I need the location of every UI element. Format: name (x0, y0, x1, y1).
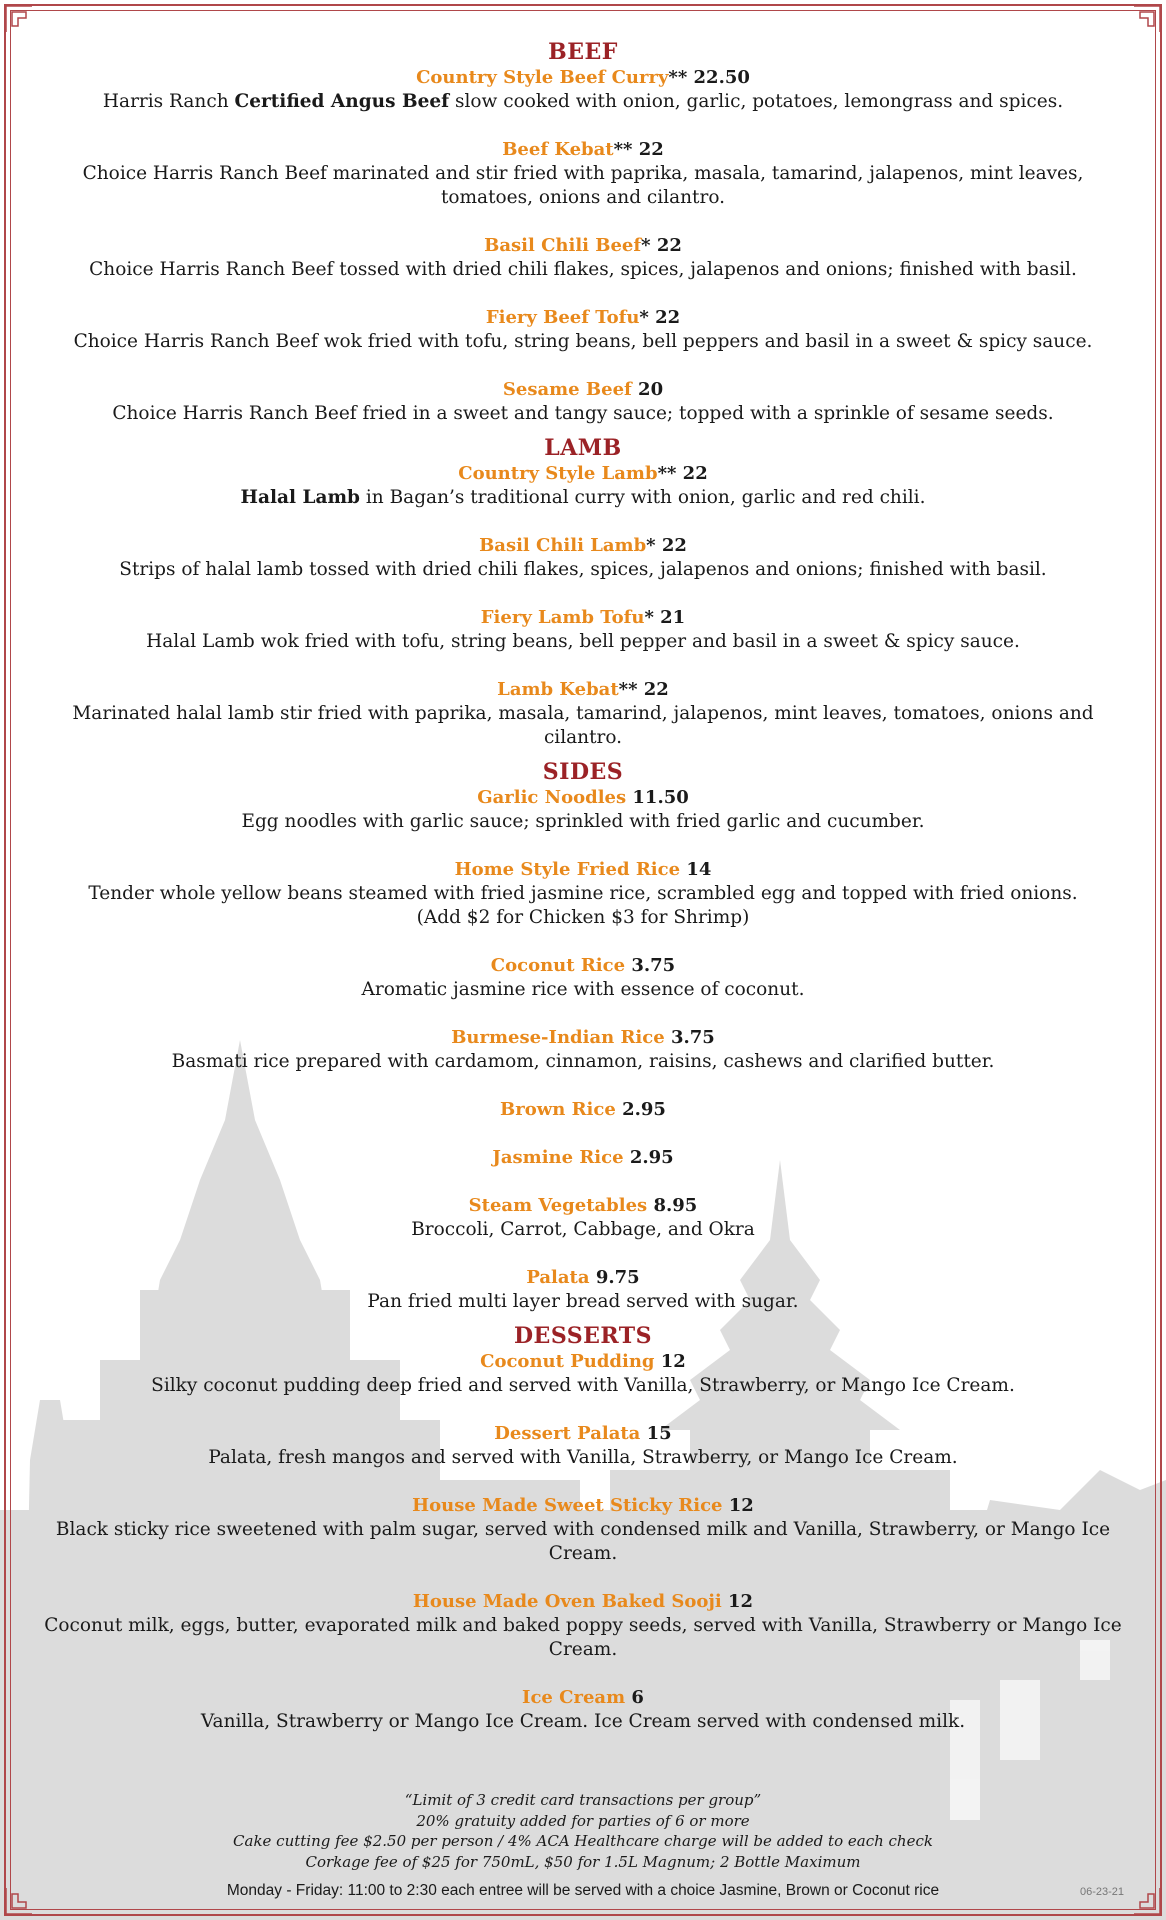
menu-section-sides (40, 758, 1126, 1314)
menu-item-description (40, 1614, 1126, 1662)
menu-item (40, 66, 1126, 114)
menu-item-description (40, 486, 1126, 510)
menu-item-description (40, 558, 1126, 582)
corner-ornament-icon (1132, 4, 1162, 34)
description-text: Pan fried multi layer bread served with sugar. (367, 1291, 799, 1312)
menu-item-description (40, 630, 1126, 654)
description-text: Marinated halal lamb stir fried with paprika, masala, tamarind, jalapenos, mint leaves, tomatoes, onions and cilantro. (72, 703, 1094, 748)
menu-item-header (40, 606, 1126, 630)
menu-item-header (40, 1686, 1126, 1710)
menu-item (40, 678, 1126, 750)
menu-item-name: Beef Kebat (502, 139, 614, 160)
menu-item-price: 22 (682, 463, 708, 484)
menu-item-name: Home Style Fried Rice (454, 859, 681, 880)
menu-item-price: 22 (638, 139, 664, 160)
menu-item-header (40, 138, 1126, 162)
menu-item (40, 138, 1126, 210)
footer-note-line: Corkage fee of $25 for 750mL, $50 for 1.5L Magnum; 2 Bottle Maximum (305, 1852, 861, 1871)
menu-item-name: House Made Oven Baked Sooji (412, 1591, 722, 1612)
menu-item (40, 1350, 1126, 1398)
menu-item-name: Steam Vegetables (468, 1195, 648, 1216)
menu-item-description (40, 1446, 1126, 1470)
menu-item-price: 2.95 (622, 1099, 666, 1120)
menu-item-price: 20 (638, 379, 664, 400)
menu-item-price: 22 (643, 679, 669, 700)
menu-item-description (40, 1374, 1126, 1398)
menu-item-note: (Add $2 for Chicken $3 for Shrimp) (416, 907, 750, 928)
menu-item (40, 954, 1126, 1002)
menu-item-description (40, 402, 1126, 426)
corner-ornament-icon (1132, 1886, 1162, 1916)
menu-item-name: Country Style Beef Curry (416, 67, 669, 88)
menu-item-name: Country Style Lamb (458, 463, 658, 484)
section-title: BEEF (548, 39, 618, 65)
menu-item-description (40, 1290, 1126, 1314)
menu-item-name: House Made Sweet Sticky Rice (412, 1495, 723, 1516)
description-text: Harris Ranch (102, 91, 235, 112)
menu-item-header (40, 306, 1126, 330)
menu-item (40, 606, 1126, 654)
menu-item-description (40, 1218, 1126, 1242)
menu-item-name: Dessert Palata (494, 1423, 641, 1444)
description-emphasis: Certified Angus Beef (234, 91, 450, 112)
description-emphasis: Halal Lamb (240, 487, 360, 508)
description-text: Broccoli, Carrot, Cabbage, and Okra (411, 1219, 755, 1240)
description-text: Black sticky rice sweetened with palm sugar, served with condensed milk and Vanilla, Strawberry, or Mango Ice Cream. (55, 1519, 1111, 1564)
menu-item-description (40, 978, 1126, 1002)
menu-item-price: 8.95 (653, 1195, 698, 1216)
menu-item-name: Lamb Kebat (497, 679, 619, 700)
spicy-marker: ** (613, 139, 633, 160)
menu-item (40, 1590, 1126, 1662)
menu-item (40, 1422, 1126, 1470)
description-text: Coconut milk, eggs, butter, evaporated milk and baked poppy seeds, served with Vanilla, Strawberry or Mango Ice Cream. (44, 1615, 1122, 1660)
corner-ornament-icon (4, 1886, 34, 1916)
menu-item-description (40, 258, 1126, 282)
menu-item-header (40, 1146, 1126, 1170)
menu-item-header (40, 534, 1126, 558)
menu-item-name: Brown Rice (500, 1099, 616, 1120)
menu-item (40, 1266, 1126, 1314)
menu-item (40, 306, 1126, 354)
menu-item-header (40, 462, 1126, 486)
description-text: Choice Harris Ranch Beef wok fried with tofu, string beans, bell peppers and basil in a sweet & spicy sauce. (73, 331, 1093, 352)
description-text: Choice Harris Ranch Beef marinated and stir fried with paprika, masala, tamarind, jalapenos, mint leaves, tomatoes, onions and cilantro. (82, 163, 1084, 208)
section-title: DESSERTS (513, 1323, 653, 1349)
description-text: Tender whole yellow beans steamed with fried jasmine rice, scrambled egg and topped with fried onions. (88, 883, 1078, 904)
description-text: Silky coconut pudding deep fried and served with Vanilla, Strawberry, or Mango Ice Cream. (151, 1375, 1015, 1396)
description-text: in Bagan’s traditional curry with onion, garlic and red chili. (359, 487, 926, 508)
menu-item-price: 2.95 (629, 1147, 674, 1168)
description-text: Palata, fresh mangos and served with Vanilla, Strawberry, or Mango Ice Cream. (208, 1447, 958, 1468)
menu-item-price: 12 (728, 1495, 754, 1516)
menu-item-name: Coconut Pudding (480, 1351, 655, 1372)
menu-item (40, 1194, 1126, 1242)
menu-item-price: 22 (661, 535, 687, 556)
description-text: Strips of halal lamb tossed with dried chili flakes, spices, jalapenos and onions; finished with basil. (119, 559, 1047, 580)
menu-item-header (40, 858, 1126, 882)
menu-content (40, 38, 1126, 1758)
menu-item-name: Fiery Lamb Tofu (480, 607, 645, 628)
menu-item-description (40, 1050, 1126, 1074)
menu-item-description (40, 162, 1126, 210)
menu-item-description (40, 1518, 1126, 1566)
menu-section-beef (40, 38, 1126, 426)
menu-item-price: 6 (631, 1687, 644, 1708)
menu-item-price: 12 (728, 1591, 754, 1612)
description-text: Aromatic jasmine rice with essence of coconut. (361, 979, 805, 1000)
menu-item-name: Garlic Noodles (477, 787, 627, 808)
menu-item-price: 22 (656, 235, 682, 256)
description-text: slow cooked with onion, garlic, potatoes, lemongrass and spices. (449, 91, 1064, 112)
menu-item-name: Basil Chili Lamb (479, 535, 647, 556)
menu-item (40, 1098, 1126, 1122)
menu-item (40, 1146, 1126, 1170)
menu-item-description (40, 330, 1126, 354)
spicy-marker: ** (668, 67, 688, 88)
menu-section-desserts (40, 1322, 1126, 1734)
menu-item-price: 3.75 (631, 955, 676, 976)
menu-item (40, 1686, 1126, 1734)
menu-item-description (40, 810, 1126, 834)
menu-item-price: 14 (686, 859, 712, 880)
menu-item-description (40, 882, 1126, 906)
menu-item-header (40, 66, 1126, 90)
menu-item-header (40, 954, 1126, 978)
menu-item-price: 22.50 (693, 67, 750, 88)
description-text: Vanilla, Strawberry or Mango Ice Cream. Ice Cream served with condensed milk. (200, 1711, 966, 1732)
menu-item (40, 534, 1126, 582)
menu-item-header (40, 378, 1126, 402)
menu-item-description (40, 1710, 1126, 1734)
menu-item-header (40, 1098, 1126, 1122)
menu-item-price: 11.50 (632, 787, 689, 808)
menu-item-price: 21 (660, 607, 686, 628)
menu-item-name: Ice Cream (522, 1687, 626, 1708)
spicy-marker: * (646, 535, 656, 556)
footer-note-line: 20% gratuity added for parties of 6 or more (416, 1811, 750, 1830)
spicy-marker: * (644, 607, 654, 628)
menu-item-name: Coconut Rice (490, 955, 626, 976)
menu-item-name: Burmese-Indian Rice (451, 1027, 665, 1048)
menu-item-name: Palata (526, 1267, 590, 1288)
section-title: LAMB (544, 435, 622, 461)
menu-section-lamb (40, 434, 1126, 750)
description-text: Halal Lamb wok fried with tofu, string beans, bell pepper and basil in a sweet & spicy sauce. (146, 631, 1020, 652)
footer-note-line: Cake cutting fee $2.50 per person / 4% ACA Healthcare charge will be added to each check (233, 1832, 933, 1850)
spicy-marker: ** (657, 463, 677, 484)
corner-ornament-icon (4, 4, 34, 34)
menu-item-name: Basil Chili Beef (484, 235, 642, 256)
menu-item-header (40, 786, 1126, 810)
spicy-marker: ** (618, 679, 638, 700)
menu-item-header (40, 1266, 1126, 1290)
menu-item-price: 12 (660, 1351, 686, 1372)
description-text: Choice Harris Ranch Beef tossed with dried chili flakes, spices, jalapenos and onions; finished with basil. (89, 259, 1077, 280)
menu-item (40, 234, 1126, 282)
menu-item (40, 858, 1126, 930)
date-code: 06-23-21 (1079, 1886, 1124, 1898)
footer-note-line: “Limit of 3 credit card transactions per group” (404, 1791, 762, 1809)
menu-item-name: Jasmine Rice (492, 1147, 624, 1168)
spicy-marker: * (639, 307, 649, 328)
menu-item-header (40, 1590, 1126, 1614)
menu-item (40, 1026, 1126, 1074)
menu-item-description (40, 90, 1126, 114)
menu-item-price: 15 (646, 1423, 672, 1444)
hours-note: Monday - Friday: 11:00 to 2:30 each entree will be served with a choice Jasmine, Brown or Coconut rice (226, 1882, 940, 1899)
menu-item-header (40, 1494, 1126, 1518)
menu-item (40, 786, 1126, 834)
menu-item-header (40, 1350, 1126, 1374)
spicy-marker: * (641, 235, 651, 256)
menu-item-price: 9.75 (595, 1267, 640, 1288)
description-text: Basmati rice prepared with cardamom, cinnamon, raisins, cashews and clarified butter. (171, 1051, 995, 1072)
menu-item-description (40, 702, 1126, 750)
footer-notes (40, 1790, 1126, 1872)
menu-item-price: 22 (655, 307, 681, 328)
description-text: Choice Harris Ranch Beef fried in a sweet and tangy sauce; topped with a sprinkle of sesame seeds. (112, 403, 1054, 424)
menu-item-header (40, 1422, 1126, 1446)
menu-item-name: Fiery Beef Tofu (485, 307, 640, 328)
menu-item (40, 378, 1126, 426)
section-title: SIDES (542, 759, 624, 785)
menu-item-name: Sesame Beef (502, 379, 632, 400)
menu-item-header (40, 678, 1126, 702)
menu-item-price: 3.75 (670, 1027, 715, 1048)
menu-item-header (40, 234, 1126, 258)
menu-item (40, 1494, 1126, 1566)
menu-item-header (40, 1194, 1126, 1218)
menu-item-header (40, 1026, 1126, 1050)
description-text: Egg noodles with garlic sauce; sprinkled with fried garlic and cucumber. (241, 811, 925, 832)
menu-item (40, 462, 1126, 510)
